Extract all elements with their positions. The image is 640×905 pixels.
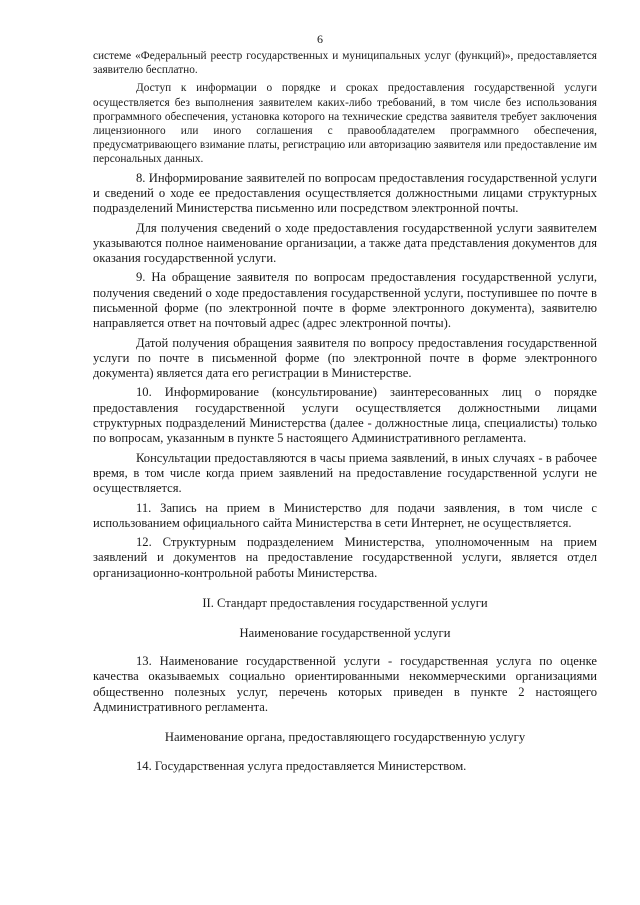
paragraph-item-13: 13. Наименование государственной услуги - государственная услуга по оценке качества оказываемых социально ориентированными некоммерческими организациями общественно полезных услуг, перечень которых приведен в пункте 2 настоящего Административного регламента. — [93, 654, 597, 714]
subsection-heading: Наименование государственной услуги — [239, 626, 451, 641]
paragraph: Датой получения обращения заявителя по вопросу предоставления государственной услуги по почте в письменной форме (по электронной почте в форме электронного документа) является дата его регистрации в Министерстве. — [93, 335, 597, 381]
paragraph-item-14: 14. Государственная услуга предоставляется Министерством. — [136, 759, 467, 774]
paragraph-item-8: 8. Информирование заявителей по вопросам предоставления государственной услуги и сведений о ходе ее предоставления осуществляется должностными лицами структурных подразделений Министерства письменно или посредством электронной почты. — [93, 170, 597, 216]
paragraph: Консультации предоставляются в часы приема заявлений, в иных случаях - в рабочее время, в том числе когда прием заявлений на предоставление государственной услуги не осуществляется. — [93, 450, 597, 496]
page-number: 6 — [317, 32, 323, 46]
paragraph-item-10: 10. Информирование (консультирование) заинтересованных лиц о порядке предоставления государственной услуги осуществляется должностными лицами структурных подразделений Министерства (далее - должностные лица, специалисты) только по вопросам, указанным в пункте 5 настоящего Административного регламента. — [93, 385, 597, 446]
paragraph: системе «Федеральный реестр государственных и муниципальных услуг (функций)», предоставляется заявителю бесплатно. — [93, 50, 597, 77]
paragraph: Доступ к информации о порядке и сроках предоставления государственной услуги осуществляется без выполнения заявителем каких-либо требований, в том числе без использования программного обеспечения, установка которого на технические средства заявителя требует заключения лицензионного или иного соглашения с правообладателем программного обеспечения, предусматривающего взимание платы, регистрацию или авторизацию заявителя или предоставление им персональных данных. — [93, 82, 597, 166]
paragraph-item-11: 11. Запись на прием в Министерство для подачи заявления, в том числе с использованием официального сайта Министерства в сети Интернет, не осуществляется. — [93, 500, 597, 530]
paragraph: Для получения сведений о ходе предоставления государственной услуги заявителем указываются полное наименование организации, а также дата представления документов для оказания государственной услуги. — [93, 220, 597, 266]
page-body — [93, 49, 597, 775]
subsection-heading: Наименование органа, предоставляющего государственную услугу — [164, 730, 526, 745]
section-heading: II. Стандарт предоставления государственной услуги — [202, 596, 488, 611]
paragraph-item-12: 12. Структурным подразделением Министерства, уполномоченным на прием заявлений и документов на предоставление государственной услуги, является отдел организационно-контрольной работы Министерства. — [93, 535, 597, 580]
paragraph-item-9: 9. На обращение заявителя по вопросам предоставления государственной услуги, получения сведений о ходе предоставления государственной услуги, поступившее по почте в письменной форме (по электронной почте в форме электронного документа), заявителю направляется ответ на почтовый адрес (адрес электронной почты). — [93, 270, 597, 331]
